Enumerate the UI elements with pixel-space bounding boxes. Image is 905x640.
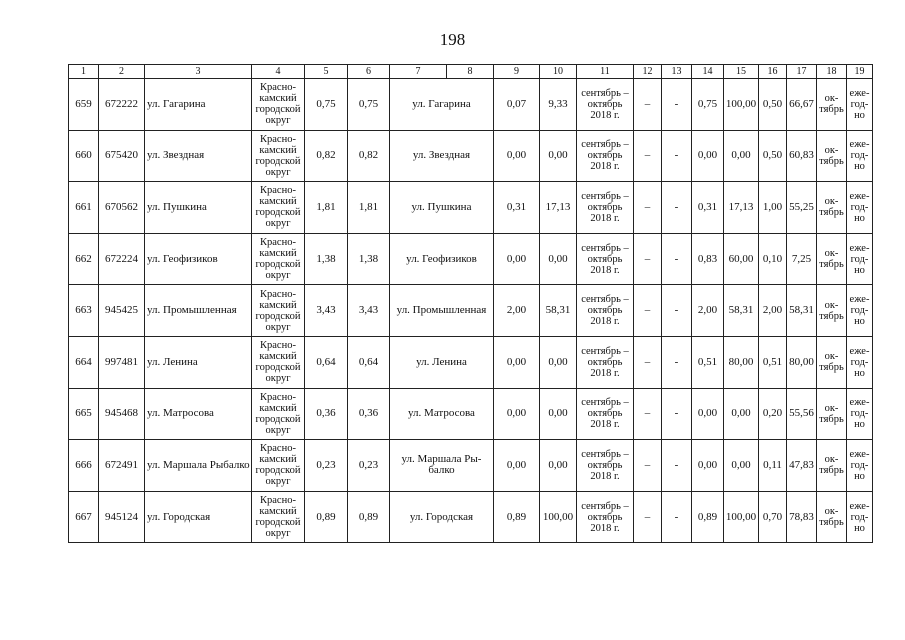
row-number: 661 xyxy=(69,182,99,234)
street-name: ул. Геофизиков xyxy=(145,233,252,285)
value-col17: 78,83 xyxy=(787,491,817,543)
value-col17: 66,67 xyxy=(787,79,817,131)
object-code: 945124 xyxy=(99,491,145,543)
value-col10: 0,00 xyxy=(540,233,577,285)
value-col12: – xyxy=(634,233,662,285)
month-col18: ок-тябрь xyxy=(817,388,847,440)
value-col12: – xyxy=(634,182,662,234)
column-header: 13 xyxy=(662,65,692,79)
object-code: 675420 xyxy=(99,130,145,182)
header-row xyxy=(69,65,873,79)
row-number: 666 xyxy=(69,440,99,492)
value-col6: 0,23 xyxy=(348,440,390,492)
column-header: 18 xyxy=(817,65,847,79)
month-col18: ок-тябрь xyxy=(817,79,847,131)
value-col14: 0,31 xyxy=(692,182,724,234)
value-col9: 0,31 xyxy=(494,182,540,234)
frequency-col19: еже-год-но xyxy=(847,491,873,543)
value-col10: 0,00 xyxy=(540,440,577,492)
value-col6: 0,82 xyxy=(348,130,390,182)
frequency-col19: еже-год-но xyxy=(847,285,873,337)
object-code: 945468 xyxy=(99,388,145,440)
value-col16: 1,00 xyxy=(759,182,787,234)
value-col14: 0,89 xyxy=(692,491,724,543)
value-col12: – xyxy=(634,388,662,440)
value-col14: 0,83 xyxy=(692,233,724,285)
value-col13: - xyxy=(662,79,692,131)
value-col9: 0,00 xyxy=(494,130,540,182)
work-period: сентябрь – октябрь 2018 г. xyxy=(577,285,634,337)
page-number: 198 xyxy=(439,30,466,49)
street-name: ул. Матросова xyxy=(145,388,252,440)
value-col10: 0,00 xyxy=(540,388,577,440)
object-code: 672224 xyxy=(99,233,145,285)
value-col17: 60,83 xyxy=(787,130,817,182)
column-header: 4 xyxy=(252,65,305,79)
value-col9: 0,07 xyxy=(494,79,540,131)
column-header: 19 xyxy=(847,65,873,79)
row-number: 660 xyxy=(69,130,99,182)
value-col5: 0,23 xyxy=(305,440,348,492)
value-col13: - xyxy=(662,233,692,285)
column-header: 15 xyxy=(724,65,759,79)
street-name: ул. Пушкина xyxy=(145,182,252,234)
work-period: сентябрь – октябрь 2018 г. xyxy=(577,491,634,543)
street-name: ул. Промышленная xyxy=(145,285,252,337)
work-period: сентябрь – октябрь 2018 г. xyxy=(577,79,634,131)
value-col6: 3,43 xyxy=(348,285,390,337)
value-col15: 58,31 xyxy=(724,285,759,337)
work-period: сентябрь – октябрь 2018 г. xyxy=(577,336,634,388)
value-col5: 1,38 xyxy=(305,233,348,285)
value-col15: 100,00 xyxy=(724,491,759,543)
value-col9: 0,89 xyxy=(494,491,540,543)
row-number: 663 xyxy=(69,285,99,337)
value-col14: 0,00 xyxy=(692,440,724,492)
work-period: сентябрь – октябрь 2018 г. xyxy=(577,182,634,234)
table-row xyxy=(69,388,873,440)
value-col12: – xyxy=(634,79,662,131)
row-number: 665 xyxy=(69,388,99,440)
value-col13: - xyxy=(662,130,692,182)
value-col17: 47,83 xyxy=(787,440,817,492)
value-col15: 100,00 xyxy=(724,79,759,131)
data-table xyxy=(68,64,873,543)
value-col15: 0,00 xyxy=(724,130,759,182)
frequency-col19: еже-год-но xyxy=(847,182,873,234)
table-row xyxy=(69,233,873,285)
street-segment: ул. Матросова xyxy=(390,388,494,440)
district-name: Красно-камский городской округ xyxy=(252,388,305,440)
value-col13: - xyxy=(662,182,692,234)
value-col17: 7,25 xyxy=(787,233,817,285)
street-name: ул. Гагарина xyxy=(145,79,252,131)
object-code: 672222 xyxy=(99,79,145,131)
street-segment: ул. Геофизиков xyxy=(390,233,494,285)
street-segment: ул. Маршала Ры-балко xyxy=(390,440,494,492)
work-period: сентябрь – октябрь 2018 г. xyxy=(577,440,634,492)
value-col10: 0,00 xyxy=(540,130,577,182)
district-name: Красно-камский городской округ xyxy=(252,130,305,182)
value-col5: 0,36 xyxy=(305,388,348,440)
frequency-col19: еже-год-но xyxy=(847,233,873,285)
row-number: 662 xyxy=(69,233,99,285)
value-col13: - xyxy=(662,336,692,388)
table-row xyxy=(69,130,873,182)
value-col5: 0,64 xyxy=(305,336,348,388)
value-col6: 1,81 xyxy=(348,182,390,234)
month-col18: ок-тябрь xyxy=(817,130,847,182)
street-name: ул. Ленина xyxy=(145,336,252,388)
column-header: 14 xyxy=(692,65,724,79)
value-col14: 0,00 xyxy=(692,130,724,182)
data-table-container xyxy=(68,64,872,543)
column-header: 8 xyxy=(447,65,494,79)
value-col16: 0,51 xyxy=(759,336,787,388)
value-col5: 0,75 xyxy=(305,79,348,131)
month-col18: ок-тябрь xyxy=(817,233,847,285)
row-number: 667 xyxy=(69,491,99,543)
district-name: Красно-камский городской округ xyxy=(252,79,305,131)
street-name: ул. Городская xyxy=(145,491,252,543)
value-col9: 2,00 xyxy=(494,285,540,337)
value-col17: 58,31 xyxy=(787,285,817,337)
value-col9: 0,00 xyxy=(494,336,540,388)
district-name: Красно-камский городской округ xyxy=(252,182,305,234)
street-segment: ул. Промышленная xyxy=(390,285,494,337)
table-row xyxy=(69,336,873,388)
value-col17: 80,00 xyxy=(787,336,817,388)
month-col18: ок-тябрь xyxy=(817,440,847,492)
street-segment: ул. Гагарина xyxy=(390,79,494,131)
value-col14: 2,00 xyxy=(692,285,724,337)
value-col9: 0,00 xyxy=(494,233,540,285)
value-col16: 2,00 xyxy=(759,285,787,337)
district-name: Красно-камский городской округ xyxy=(252,336,305,388)
column-header: 9 xyxy=(494,65,540,79)
district-name: Красно-камский городской округ xyxy=(252,491,305,543)
frequency-col19: еже-год-но xyxy=(847,79,873,131)
value-col5: 3,43 xyxy=(305,285,348,337)
value-col9: 0,00 xyxy=(494,440,540,492)
value-col12: – xyxy=(634,440,662,492)
object-code: 945425 xyxy=(99,285,145,337)
value-col14: 0,51 xyxy=(692,336,724,388)
value-col17: 55,56 xyxy=(787,388,817,440)
object-code: 997481 xyxy=(99,336,145,388)
value-col10: 9,33 xyxy=(540,79,577,131)
table-row xyxy=(69,79,873,131)
value-col5: 0,82 xyxy=(305,130,348,182)
value-col6: 0,75 xyxy=(348,79,390,131)
column-header: 16 xyxy=(759,65,787,79)
frequency-col19: еже-год-но xyxy=(847,388,873,440)
value-col13: - xyxy=(662,491,692,543)
month-col18: ок-тябрь xyxy=(817,285,847,337)
value-col14: 0,75 xyxy=(692,79,724,131)
value-col17: 55,25 xyxy=(787,182,817,234)
value-col15: 0,00 xyxy=(724,388,759,440)
work-period: сентябрь – октябрь 2018 г. xyxy=(577,233,634,285)
value-col12: – xyxy=(634,336,662,388)
column-header: 10 xyxy=(540,65,577,79)
column-header: 1 xyxy=(69,65,99,79)
table-row xyxy=(69,285,873,337)
frequency-col19: еже-год-но xyxy=(847,336,873,388)
value-col15: 17,13 xyxy=(724,182,759,234)
value-col15: 0,00 xyxy=(724,440,759,492)
value-col15: 80,00 xyxy=(724,336,759,388)
table-body xyxy=(69,79,873,543)
value-col10: 58,31 xyxy=(540,285,577,337)
table-row xyxy=(69,440,873,492)
row-number: 659 xyxy=(69,79,99,131)
column-header: 11 xyxy=(577,65,634,79)
value-col12: – xyxy=(634,130,662,182)
column-header: 7 xyxy=(390,65,447,79)
value-col14: 0,00 xyxy=(692,388,724,440)
frequency-col19: еже-год-но xyxy=(847,440,873,492)
value-col16: 0,10 xyxy=(759,233,787,285)
value-col16: 0,70 xyxy=(759,491,787,543)
value-col6: 0,89 xyxy=(348,491,390,543)
street-name: ул. Звездная xyxy=(145,130,252,182)
month-col18: ок-тябрь xyxy=(817,336,847,388)
row-number: 664 xyxy=(69,336,99,388)
object-code: 672491 xyxy=(99,440,145,492)
street-segment: ул. Ленина xyxy=(390,336,494,388)
work-period: сентябрь – октябрь 2018 г. xyxy=(577,130,634,182)
value-col16: 0,11 xyxy=(759,440,787,492)
month-col18: ок-тябрь xyxy=(817,491,847,543)
value-col5: 1,81 xyxy=(305,182,348,234)
column-header: 17 xyxy=(787,65,817,79)
object-code: 670562 xyxy=(99,182,145,234)
frequency-col19: еже-год-но xyxy=(847,130,873,182)
value-col12: – xyxy=(634,491,662,543)
district-name: Красно-камский городской округ xyxy=(252,285,305,337)
value-col6: 1,38 xyxy=(348,233,390,285)
value-col13: - xyxy=(662,388,692,440)
street-segment: ул. Пушкина xyxy=(390,182,494,234)
table-row xyxy=(69,182,873,234)
value-col16: 0,50 xyxy=(759,79,787,131)
table-row xyxy=(69,491,873,543)
district-name: Красно-камский городской округ xyxy=(252,440,305,492)
district-name: Красно-камский городской округ xyxy=(252,233,305,285)
value-col16: 0,50 xyxy=(759,130,787,182)
value-col12: – xyxy=(634,285,662,337)
column-header: 12 xyxy=(634,65,662,79)
value-col13: - xyxy=(662,285,692,337)
column-header: 2 xyxy=(99,65,145,79)
column-header: 6 xyxy=(348,65,390,79)
value-col10: 0,00 xyxy=(540,336,577,388)
street-name: ул. Маршала Рыбалко xyxy=(145,440,252,492)
work-period: сентябрь – октябрь 2018 г. xyxy=(577,388,634,440)
value-col6: 0,64 xyxy=(348,336,390,388)
month-col18: ок-тябрь xyxy=(817,182,847,234)
column-header: 5 xyxy=(305,65,348,79)
value-col13: - xyxy=(662,440,692,492)
value-col5: 0,89 xyxy=(305,491,348,543)
value-col15: 60,00 xyxy=(724,233,759,285)
street-segment: ул. Городская xyxy=(390,491,494,543)
value-col10: 100,00 xyxy=(540,491,577,543)
street-segment: ул. Звездная xyxy=(390,130,494,182)
value-col16: 0,20 xyxy=(759,388,787,440)
value-col9: 0,00 xyxy=(494,388,540,440)
value-col6: 0,36 xyxy=(348,388,390,440)
value-col10: 17,13 xyxy=(540,182,577,234)
column-header: 3 xyxy=(145,65,252,79)
